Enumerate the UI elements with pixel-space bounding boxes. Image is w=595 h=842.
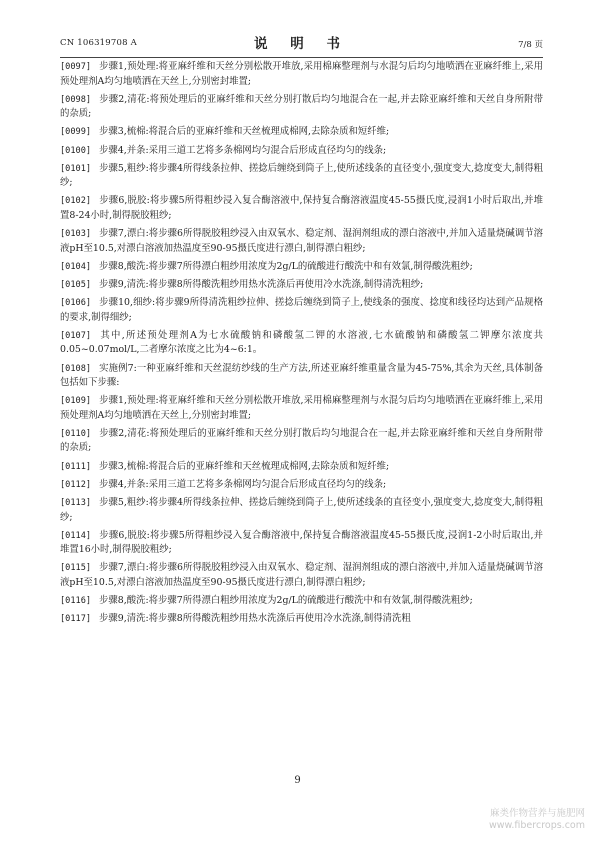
watermark-url: www.fibercrops.com [488, 820, 585, 831]
paragraph [60, 427, 543, 456]
paragraph-text: 步骤2,清花:将预处理后的亚麻纤维和天丝分别打散后均匀地混合在一起,并去除亚麻纤维和天丝自身所附带的杂质; [60, 427, 543, 454]
paragraph-number: [0114] [60, 530, 92, 541]
paragraph-text: 步骤5,粗纱:将步骤4所得线条拉伸、搓捻后缠绕到筒子上,使所述线条的直径变小,强度变大,捻度变大,制得粗纱; [60, 162, 543, 189]
watermark-title: 麻类作物营养与施肥网 [489, 808, 585, 819]
page-header [60, 30, 543, 54]
paragraph [60, 478, 543, 493]
page-number: 9 [294, 775, 301, 786]
paragraph-number: [0111] [60, 461, 92, 472]
page-indicator: 7/8 页 [518, 40, 543, 50]
paragraph-text: 步骤4,并条:采用三道工艺将多条棉网均匀混合后形成直径均匀的线条; [99, 478, 387, 490]
paragraph-number: [0110] [60, 428, 92, 439]
paragraph-text: 其中,所述预处理剂A为七水硫酸钠和磷酸氢二钾的水溶液,七水硫酸钠和磷酸氢二钾摩尔浓度共0.05~0.07mol/L,二者摩尔浓度之比为4~6:1。 [60, 329, 543, 356]
paragraph [60, 394, 543, 423]
patent-number: CN 106319708 A [60, 38, 137, 48]
paragraph [60, 460, 543, 475]
paragraph-number: [0099] [60, 127, 92, 138]
paragraph-number: [0117] [60, 614, 92, 625]
paragraph-number: [0115] [60, 563, 92, 574]
paragraph-text: 步骤1,预处理:将亚麻纤维和天丝分别松散开堆放,采用棉麻整理剂与水混匀后均匀地喷洒在亚麻纤维上,采用预处理剂A均匀地喷洒在天丝上,分别密封堆置; [60, 61, 543, 87]
paragraph [60, 60, 543, 89]
paragraph [60, 194, 543, 223]
paragraph-text: 步骤7,漂白:将步骤6所得脱胶粗纱浸入由双氧水、稳定剂、湿润剂组成的漂白溶液中,并加入适量烧碱调节溶液pH至10.5,对漂白溶液加热温度至90-95摄氏度进行漂白,制得漂白粗纱; [60, 228, 543, 254]
paragraph-number: [0109] [60, 396, 92, 407]
paragraph-number: [0112] [60, 479, 92, 490]
paragraph [60, 296, 543, 325]
paragraph-text: 实施例7:一种亚麻纤维和天丝混纺纱线的生产方法,所述亚麻纤维重量含量为45-75%,其余为天丝,具体制备包括如下步骤: [60, 362, 543, 389]
paragraph-number: [0105] [60, 280, 92, 290]
paragraph-text: 步骤1,预处理:将亚麻纤维和天丝分别松散开堆放,采用棉麻整理剂与水混匀后均匀地喷洒在亚麻纤维上,采用预处理剂A均匀地喷洒在天丝上,分别密封堆置; [60, 395, 543, 421]
paragraph-text: 步骤3,梳棉:将混合后的亚麻纤维和天丝梳理成棉网,去除杂质和短纤维; [99, 460, 390, 472]
paragraph-text: 步骤2,清花:将预处理后的亚麻纤维和天丝分别打散后均匀地混合在一起,并去除亚麻纤维和天丝自身所附带的杂质; [60, 93, 543, 120]
watermark [489, 808, 585, 832]
paragraph-number: [0098] [60, 94, 92, 105]
paragraph-text: 步骤6,脱胶:将步骤5所得粗纱浸入复合酶溶液中,保持复合酶溶液温度45-55摄氏度,浸润1-2小时后取出,并堆置16小时,制得脱胶粗纱; [60, 529, 543, 556]
paragraph [60, 278, 543, 293]
paragraph [60, 125, 543, 140]
paragraph-text: 步骤9,清洗:将步骤8所得酸洗粗纱用热水洗涤后再使用冷水洗涤,制得清洗粗纱; [99, 279, 424, 290]
paragraph-text: 步骤8,酸洗:将步骤7所得漂白粗纱用浓度为2g/L的硫酸进行酸洗中和有效氯,制得酸洗粗纱; [99, 595, 473, 607]
paragraph-text: 步骤5,粗纱:将步骤4所得线条拉伸、搓捻后缠绕到筒子上,使所述线条的直径变小,强度变大,捻度变大,制得粗纱; [60, 497, 543, 523]
header-rule [60, 57, 543, 58]
paragraph-text: 步骤8,酸洗:将步骤7所得漂白粗纱用浓度为2g/L的硫酸进行酸洗中和有效氯,制得酸洗粗纱; [99, 260, 473, 272]
paragraph [60, 594, 543, 609]
paragraph-number: [0107] [60, 330, 92, 341]
paragraph [60, 362, 543, 391]
paragraph-number: [0100] [60, 145, 92, 156]
paragraph-text: 步骤3,梳棉:将混合后的亚麻纤维和天丝梳理成棉网,去除杂质和短纤维; [99, 126, 390, 138]
paragraph-text: 步骤7,漂白:将步骤6所得脱胶粗纱浸入由双氧水、稳定剂、湿润剂组成的漂白溶液中,并加入适量烧碱调节溶液pH至10.5,对漂白溶液加热温度至90-95摄氏度进行漂白,制得漂白粗纱; [60, 562, 543, 588]
paragraph [60, 260, 543, 275]
document-title: 说 明 书 [254, 36, 349, 52]
paragraph [60, 612, 543, 627]
paragraph-text: 步骤9,清洗:将步骤8所得酸洗粗纱用热水洗涤后再使用冷水洗涤,制得清洗粗 [99, 613, 411, 625]
paragraph-number: [0101] [60, 163, 92, 174]
paragraph [60, 162, 543, 191]
paragraph-number: [0108] [60, 363, 92, 374]
paragraph-number: [0103] [60, 229, 92, 240]
paragraph-text: 步骤10,细纱:将步骤9所得清洗粗纱拉伸、搓捻后缠绕到筒子上,使线条的强度、捻度和线径均达到产品规格的要求,制得细纱; [60, 297, 543, 323]
paragraph [60, 144, 543, 159]
paragraph [60, 529, 543, 558]
paragraph-number: [0113] [60, 498, 92, 508]
paragraph [60, 561, 543, 590]
paragraph-number: [0106] [60, 298, 92, 309]
paragraph [60, 496, 543, 525]
paragraph [60, 227, 543, 256]
paragraph-text: 步骤6,脱胶:将步骤5所得粗纱浸入复合酶溶液中,保持复合酶溶液温度45-55摄氏度,浸润1小时后取出,并堆置8-24小时,制得脱胶粗纱; [60, 195, 543, 221]
paragraph [60, 93, 543, 122]
paragraph-number: [0102] [60, 196, 92, 207]
document-body [60, 60, 543, 630]
paragraph-number: [0097] [60, 62, 92, 72]
paragraph-text: 步骤4,并条:采用三道工艺将多条棉网均匀混合后形成直径均匀的线条; [99, 144, 387, 156]
paragraph-number: [0116] [60, 596, 92, 607]
paragraph-number: [0104] [60, 261, 92, 272]
paragraph [60, 329, 543, 358]
